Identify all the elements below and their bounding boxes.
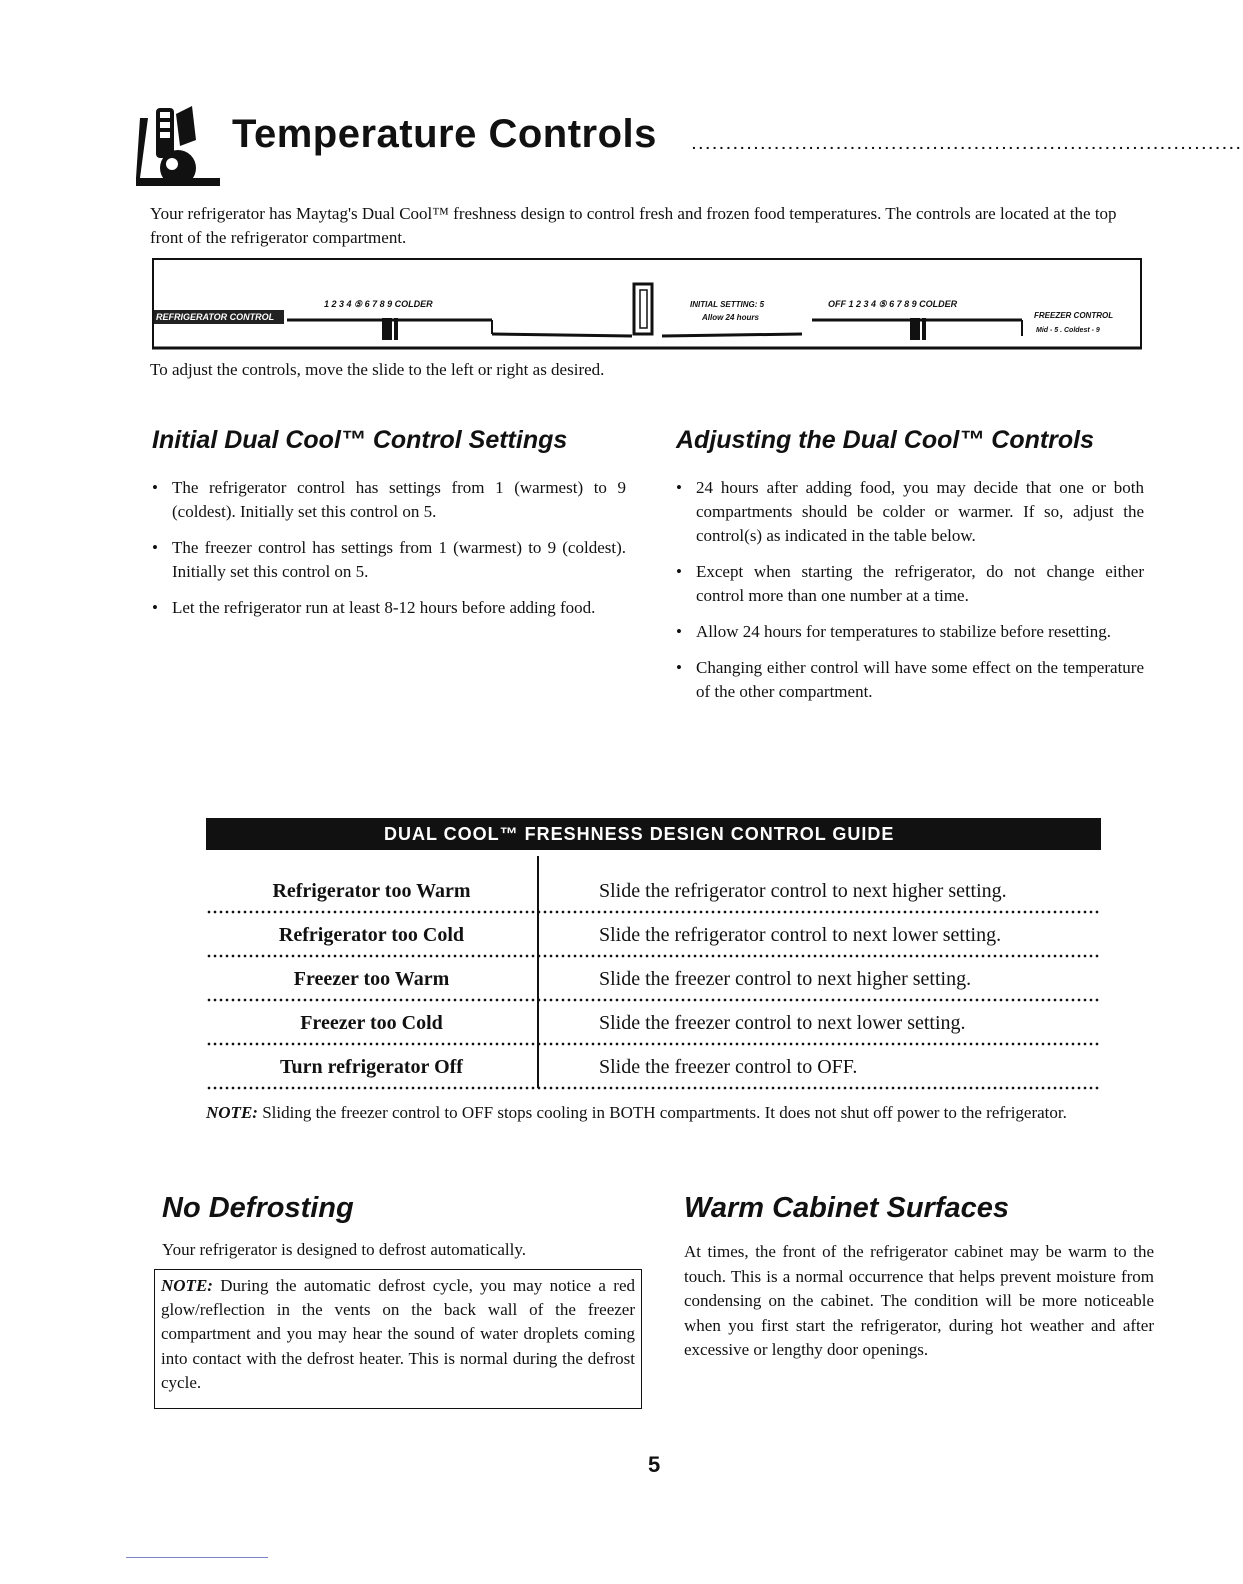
initial-setting-label: INITIAL SETTING: 5	[690, 300, 765, 309]
thermometer-icon	[136, 104, 220, 186]
note-label: NOTE:	[206, 1103, 258, 1122]
guide-action: Slide the refrigerator control to next lower setting.	[599, 924, 1002, 946]
allow-hours-label: Allow 24 hours	[702, 313, 759, 322]
guide-action: Slide the freezer control to OFF.	[599, 1056, 858, 1078]
title-leader-dots: ................................................................................	[692, 136, 1243, 152]
refrigerator-control-label: REFRIGERATOR CONTROL	[156, 312, 275, 322]
defrost-intro: Your refrigerator is designed to defrost automatically.	[162, 1240, 526, 1259]
footer-rule	[126, 1557, 268, 1558]
panel-caption: To adjust the controls, move the slide to the left or right as desired.	[150, 360, 605, 379]
guide-condition: Refrigerator too Warm	[272, 880, 471, 902]
control-panel-diagram	[152, 258, 1142, 350]
table-row	[206, 958, 1101, 1002]
guide-condition: Freezer too Cold	[300, 1012, 443, 1034]
defrost-note-box	[154, 1269, 642, 1409]
guide-condition: Freezer too Warm	[293, 968, 450, 990]
row-divider	[206, 1086, 1101, 1090]
note-text: During the automatic defrost cycle, you may notice a red glow/reflection in the vents on the back wall of the freezer compartment and you may hear the sound of water droplets coming into contact with the defrost heater. This is normal during the defrost cycle.	[161, 1276, 635, 1392]
note-text: Sliding the freezer control to OFF stops cooling in BOTH compartments. It does not shut off power to the refrigerator.	[262, 1103, 1067, 1122]
table-row	[206, 1046, 1101, 1090]
list-item: • Let the refrigerator run at least 8-12 hours before adding food.	[150, 596, 626, 620]
guide-action: Slide the freezer control to next higher setting.	[599, 968, 972, 990]
freezer-sub-label: Mid - 5 . Coldest - 9	[1036, 327, 1100, 334]
guide-condition: Turn refrigerator Off	[280, 1056, 463, 1078]
list-item: • Allow 24 hours for temperatures to stabilize before resetting.	[674, 620, 1144, 644]
list-item: • The freezer control has settings from 1 (warmest) to 9 (coldest). Initially set this control on 5.	[150, 536, 626, 584]
list-item: • Changing either control will have some effect on the temperature of the other compartment.	[674, 656, 1144, 704]
warm-surfaces-text: At times, the front of the refrigerator cabinet may be warm to the touch. This is a normal occurrence that helps prevent moisture from condensing on the cabinet. The condition will be more noticeable when you first start the refrigerator, during hot weather and after excessive or lengthy door openings.	[684, 1242, 1154, 1359]
table-row	[206, 914, 1101, 958]
control-guide-title	[206, 818, 1101, 850]
intro-paragraph: Your refrigerator has Maytag's Dual Cool™ freshness design to control fresh and frozen food temperatures. The controls are located at the top front of the refrigerator compartment.	[150, 204, 1117, 247]
guide-note	[206, 1101, 1102, 1125]
adjusting-heading: Adjusting the Dual Cool™ Controls	[676, 426, 1095, 454]
initial-settings-list	[150, 476, 626, 632]
guide-action: Slide the refrigerator control to next higher setting.	[599, 880, 1007, 902]
freezer-scale: OFF 1 2 3 4 ⑤ 6 7 8 9 COLDER	[828, 299, 958, 309]
table-row	[206, 870, 1101, 914]
freezer-control-label: FREEZER CONTROL	[1034, 311, 1114, 320]
list-item: • 24 hours after adding food, you may decide that one or both compartments should be colder or warmer. If so, adjust the control(s) as indicated in the table below.	[674, 476, 1144, 548]
page-number: 5	[648, 1452, 661, 1477]
table-row	[206, 1002, 1101, 1046]
list-item: • Except when starting the refrigerator, do not change either control more than one number at a time.	[674, 560, 1144, 608]
guide-condition: Refrigerator too Cold	[278, 924, 465, 946]
note-label: NOTE:	[161, 1276, 213, 1295]
adjusting-list	[674, 476, 1144, 716]
initial-settings-heading: Initial Dual Cool™ Control Settings	[152, 426, 568, 454]
list-item: • The refrigerator control has settings from 1 (warmest) to 9 (coldest). Initially set this control on 5.	[150, 476, 626, 524]
no-defrosting-heading: No Defrosting	[162, 1192, 354, 1224]
page-title: Temperature Controls	[232, 112, 657, 156]
control-guide-title-text: DUAL COOL™ FRESHNESS DESIGN CONTROL GUIDE	[384, 824, 895, 844]
refrigerator-scale: 1 2 3 4 ⑤ 6 7 8 9 COLDER	[324, 299, 433, 309]
guide-action: Slide the freezer control to next lower setting.	[599, 1012, 966, 1034]
warm-surfaces-heading: Warm Cabinet Surfaces	[684, 1192, 1010, 1224]
